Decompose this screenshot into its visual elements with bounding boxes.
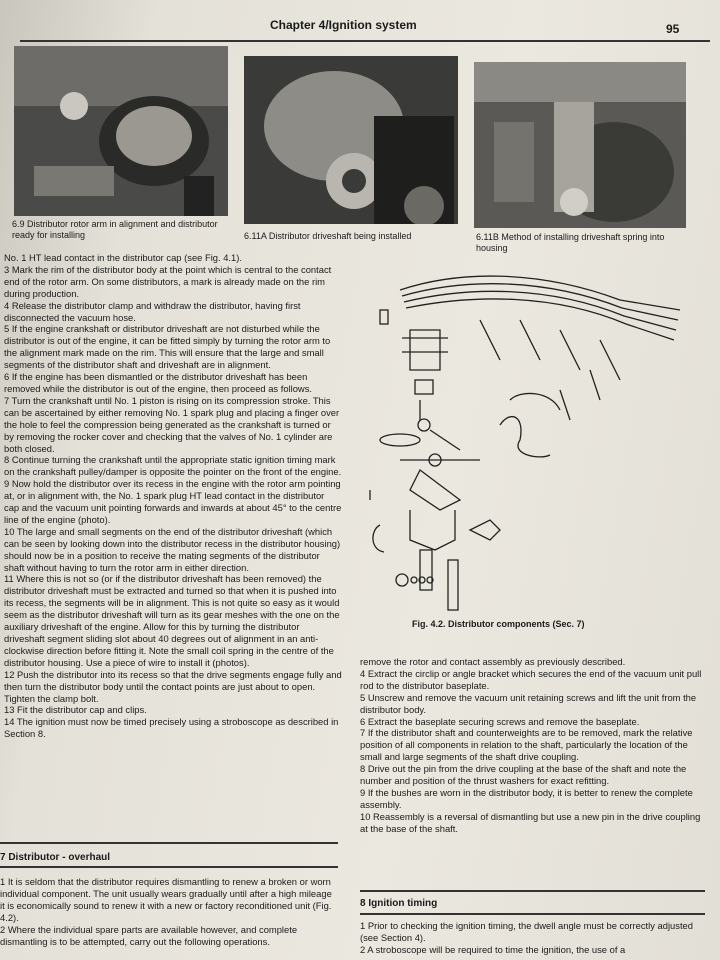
paragraph: 4 Extract the circlip or angle bracket which secures the end of the vacuum unit pull rod to the distributor baseplate.: [360, 667, 702, 691]
paragraph: 6 Extract the baseplate securing screws and remove the baseplate.: [360, 715, 640, 727]
distributor-components-diagram: [360, 260, 700, 620]
left-column: [4, 252, 342, 740]
paragraph: 2 A stroboscope will be required to time the ignition, the use of a: [360, 943, 626, 955]
paragraph: 7 Turn the crankshaft until No. 1 piston is rising on its compression stroke. This can be ascertained by either removing No. 1 spark plug and placing a finger over the hole to feel the compression being generated as the crankshaft is turned or by removing the rocker cover and checking that the valves of No. 1 cylinder are both closed.: [4, 394, 340, 454]
section-8-body: [360, 920, 705, 956]
right-column: [360, 656, 705, 835]
paragraph: remove the rotor and contact assembly as previously described.: [360, 656, 626, 667]
section-rule: [360, 890, 705, 892]
paragraph: 8 Continue turning the crankshaft until the appropriate static ignition timing mark on the crankshaft pulley/damper is opposite the pointer on the front of the engine.: [4, 454, 342, 478]
section-rule: [0, 866, 338, 868]
section-rule: [0, 842, 338, 844]
paragraph: 1 It is seldom that the distributor requires dismantling to renew a broken or worn individual component. The unit usually wears gradually until after a high mileage it is economically sound to renew it with a new or factory reconditioned unit (Fig. 4.2).: [0, 876, 332, 923]
section-7-title: 7 Distributor - overhaul: [0, 852, 111, 863]
figure-caption: Fig. 4.2. Distributor components (Sec. 7): [412, 619, 585, 629]
caption-6-11b: 6.11B Method of installing driveshaft spring into housing: [476, 232, 665, 253]
caption-6-11a: 6.11A Distributor driveshaft being installed: [244, 231, 412, 241]
section-rule: [360, 913, 705, 915]
paragraph: 14 The ignition must now be timed precisely using a stroboscope as described in Section 8.: [4, 716, 339, 740]
paragraph: 9 Now hold the distributor over its recess in the engine with the rotor arm pointing at, or in alignment with, the No. 1 spark plug HT lead contact in the distributor cap and the vacuum unit pointing forwards and inwards at about 45° to the centre line of the engine (photo).: [4, 478, 342, 525]
paragraph: 3 Mark the rim of the distributor body at the point which is central to the contact end of the rotor arm. On some distributors, a mark is already made on the rim during production.: [4, 263, 332, 299]
header-rule: [20, 40, 710, 42]
paragraph: 9 If the bushes are worn in the distributor body, it is better to renew the complete assembly.: [360, 786, 693, 810]
paragraph: 10 Reassembly is a reversal of dismantling but use a new pin in the drive coupling at the base of the shaft.: [360, 810, 701, 834]
photo-driveshaft-spring: [474, 62, 686, 228]
caption-6-9: 6.9 Distributor rotor arm in alignment and distributor ready for installing: [12, 219, 218, 240]
paragraph: 8 Drive out the pin from the drive coupling at the base of the shaft and note the number and position of the thrust washers for exact refitting.: [360, 763, 687, 787]
paragraph: 5 Unscrew and remove the vacuum unit retaining screws and lift the unit from the distributor body.: [360, 691, 697, 715]
chapter-header: Chapter 4/Ignition system: [270, 18, 417, 32]
photo-distributor-rotor: [14, 46, 228, 216]
paragraph: No. 1 HT lead contact in the distributor cap (see Fig. 4.1).: [4, 252, 242, 263]
paragraph: 6 If the engine has been dismantled or the distributor driveshaft has been removed while the distributor is out of the engine, then proceed as follows.: [4, 371, 312, 394]
paragraph: 11 Where this is not so (or if the distributor driveshaft has been removed) the distributor driveshaft must be extracted and turned so that when it is pushed into its recess, the segments will be in alignment. This is not quite so easy as it would seem as the distributor driveshaft will turn as its gear meshes with the one on the auxiliary driveshaft of the engine. Allow for this by turning the distributor driveshaft segment sliding slot about 40 degrees out of alignment in an anti-clockwise direction before fitting it. Note the small coil spring in the centre of the distributor housing. Use a piece of wire to install it (photos).: [4, 573, 340, 668]
paragraph: 12 Push the distributor into its recess so that the drive segments engage fully and then turn the distributor body until the contact points are just about to open. Tighten the clamp bolt.: [4, 668, 342, 704]
paragraph: 5 If the engine crankshaft or distributor driveshaft are not disturbed while the distributor is out of the engine, it can be fitted simply by turning the rotor arm to the alignment mark made on the rim. This will ensure that the large and small segments of the distributor shaft and driveshaft are in alignment.: [4, 323, 331, 371]
paragraph: 4 Release the distributor clamp and withdraw the distributor, having first disconnected the vacuum hose.: [4, 299, 301, 323]
section-8-title: 8 Ignition timing: [360, 898, 438, 909]
section-7-body: [0, 876, 338, 947]
paragraph: 2 Where the individual spare parts are available however, and complete dismantling is to be attempted, carry out the following operations.: [0, 923, 298, 947]
page-number: 95: [666, 22, 680, 36]
paragraph: 7 If the distributor shaft and counterweights are to be removed, mark the relative position of all components in relation to the shaft, particularly the location of the small and large segments of the shaft drive coupling.: [360, 727, 693, 763]
photo-driveshaft-installed: [244, 56, 458, 224]
paragraph: 10 The large and small segments on the end of the distributor driveshaft (which can be seen by looking down into the distributor recess in the distributor housing) should now be in a position to receive the mating segments of the distributor shaft without having to turn the rotor arm in either direction.: [4, 525, 341, 573]
paragraph: 13 Fit the distributor cap and clips.: [4, 704, 147, 716]
paragraph: 1 Prior to checking the ignition timing, the dwell angle must be correctly adjusted (see Section 4).: [360, 920, 693, 943]
